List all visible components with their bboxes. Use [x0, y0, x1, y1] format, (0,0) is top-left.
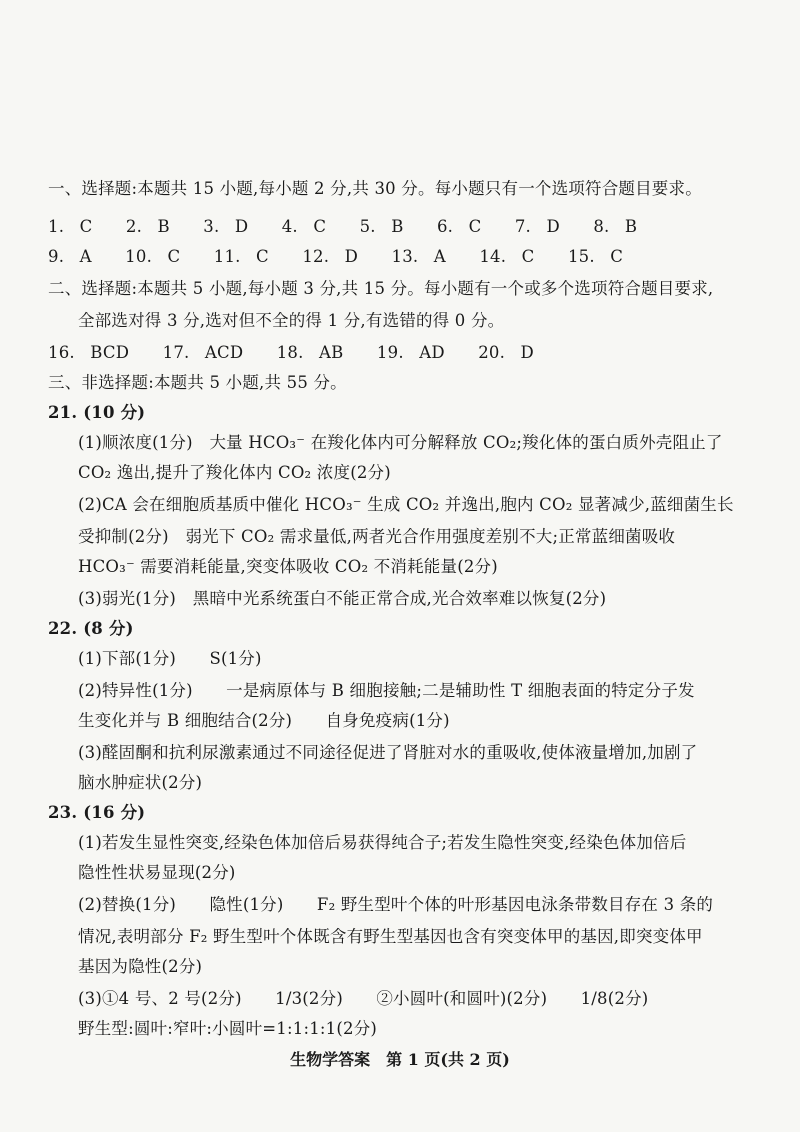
q23-part3-line2: 野生型:圆叶:窄叶:小圆叶=1:1:1:1(2分) — [78, 1019, 378, 1038]
answer-item: 15. C — [567, 247, 624, 266]
answer-item: 17. ACD — [162, 343, 244, 362]
q23-part2-line1: (2)替换(1分) 隐性(1分) F₂ 野生型叶个体的叶形基因电泳条带数目存在 3 条的 — [78, 895, 714, 914]
answer-item: 4. C — [281, 217, 327, 236]
q21-title: 21. (10 分) — [48, 403, 146, 422]
section1-answers-row2 — [48, 246, 776, 268]
q23-part1-line1: (1)若发生显性突变,经染色体加倍后易获得纯合子;若发生隐性突变,经染色体加倍后 — [78, 833, 687, 852]
answer-item: 2. B — [125, 217, 170, 236]
q22-part2-line1: (2)特异性(1分) 一是病原体与 B 细胞接触;二是辅助性 T 细胞表面的特定分子发 — [78, 681, 695, 700]
q22-part3-line2: 脑水肿症状(2分) — [78, 773, 203, 792]
answer-item: 18. AB — [276, 343, 344, 362]
section2-header-line2: 全部选对得 3 分,选对但不全的得 1 分,有选错的得 0 分。 — [78, 311, 505, 330]
answer-item: 12. D — [302, 247, 359, 266]
answer-item: 9. A — [48, 247, 92, 266]
q23-title: 23. (16 分) — [48, 803, 146, 822]
q22-part3-line1: (3)醛固酮和抗利尿激素通过不同途径促进了肾脏对水的重吸收,使体液量增加,加剧了 — [78, 743, 698, 762]
q23-part3-line1: (3)①4 号、2 号(2分) 1/3(2分) ②小圆叶(和圆叶)(2分) 1/8(2分) — [78, 989, 649, 1008]
answer-item: 19. AD — [376, 343, 445, 362]
answer-item: 14. C — [479, 247, 535, 266]
section2-answers — [48, 342, 776, 364]
answer-item: 6. C — [436, 217, 482, 236]
answer-item: 3. D — [203, 217, 249, 236]
answer-item: 1. C — [48, 217, 93, 236]
q21-part2-line1: (2)CA 会在细胞质基质中催化 HCO₃⁻ 生成 CO₂ 并逸出,胞内 CO₂ 显著减少,蓝细菌生长 — [78, 495, 734, 514]
section3-header: 三、非选择题:本题共 5 小题,共 55 分。 — [48, 373, 347, 392]
answer-item: 20. D — [478, 343, 534, 362]
q21-part2-line3: HCO₃⁻ 需要消耗能量,突变体吸收 CO₂ 不消耗能量(2分) — [78, 557, 498, 576]
section1-answers-row1 — [48, 216, 776, 238]
page-footer: 生物学答案 第 1 页(共 2 页) — [290, 1050, 510, 1069]
q21-part2-line2: 受抑制(2分) 弱光下 CO₂ 需求量低,两者光合作用强度差别不大;正常蓝细菌吸收 — [78, 527, 676, 546]
q23-part2-line3: 基因为隐性(2分) — [78, 957, 203, 976]
q22-title: 22. (8 分) — [48, 619, 134, 638]
answer-item: 5. B — [359, 217, 404, 236]
section1-header: 一、选择题:本题共 15 小题,每小题 2 分,共 30 分。每小题只有一个选项符合题目要求。 — [48, 179, 702, 198]
q23-part2-line2: 情况,表明部分 F₂ 野生型叶个体既含有野生型基因也含有突变体甲的基因,即突变体甲 — [78, 927, 703, 946]
q23-part1-line2: 隐性性状易显现(2分) — [78, 863, 236, 882]
q21-part1-line1: (1)顺浓度(1分) 大量 HCO₃⁻ 在羧化体内可分解释放 CO₂;羧化体的蛋白质外壳阻止了 — [78, 433, 723, 452]
section2-header-line1: 二、选择题:本题共 5 小题,每小题 3 分,共 15 分。每小题有一个或多个选项符合题目要求, — [48, 279, 714, 298]
q21-part1-line2: CO₂ 逸出,提升了羧化体内 CO₂ 浓度(2分) — [78, 463, 391, 482]
answer-item: 8. B — [593, 217, 638, 236]
answer-item: 10. C — [125, 247, 181, 266]
q21-part3: (3)弱光(1分) 黑暗中光系统蛋白不能正常合成,光合效率难以恢复(2分) — [78, 589, 607, 608]
q22-part2-line2: 生变化并与 B 细胞结合(2分) 自身免疫病(1分) — [78, 711, 450, 730]
q22-part1: (1)下部(1分) S(1分) — [78, 649, 262, 668]
answer-item: 11. C — [213, 247, 269, 266]
answer-item: 7. D — [514, 217, 560, 236]
answer-item: 13. A — [391, 247, 446, 266]
answer-item: 16. BCD — [48, 343, 130, 362]
